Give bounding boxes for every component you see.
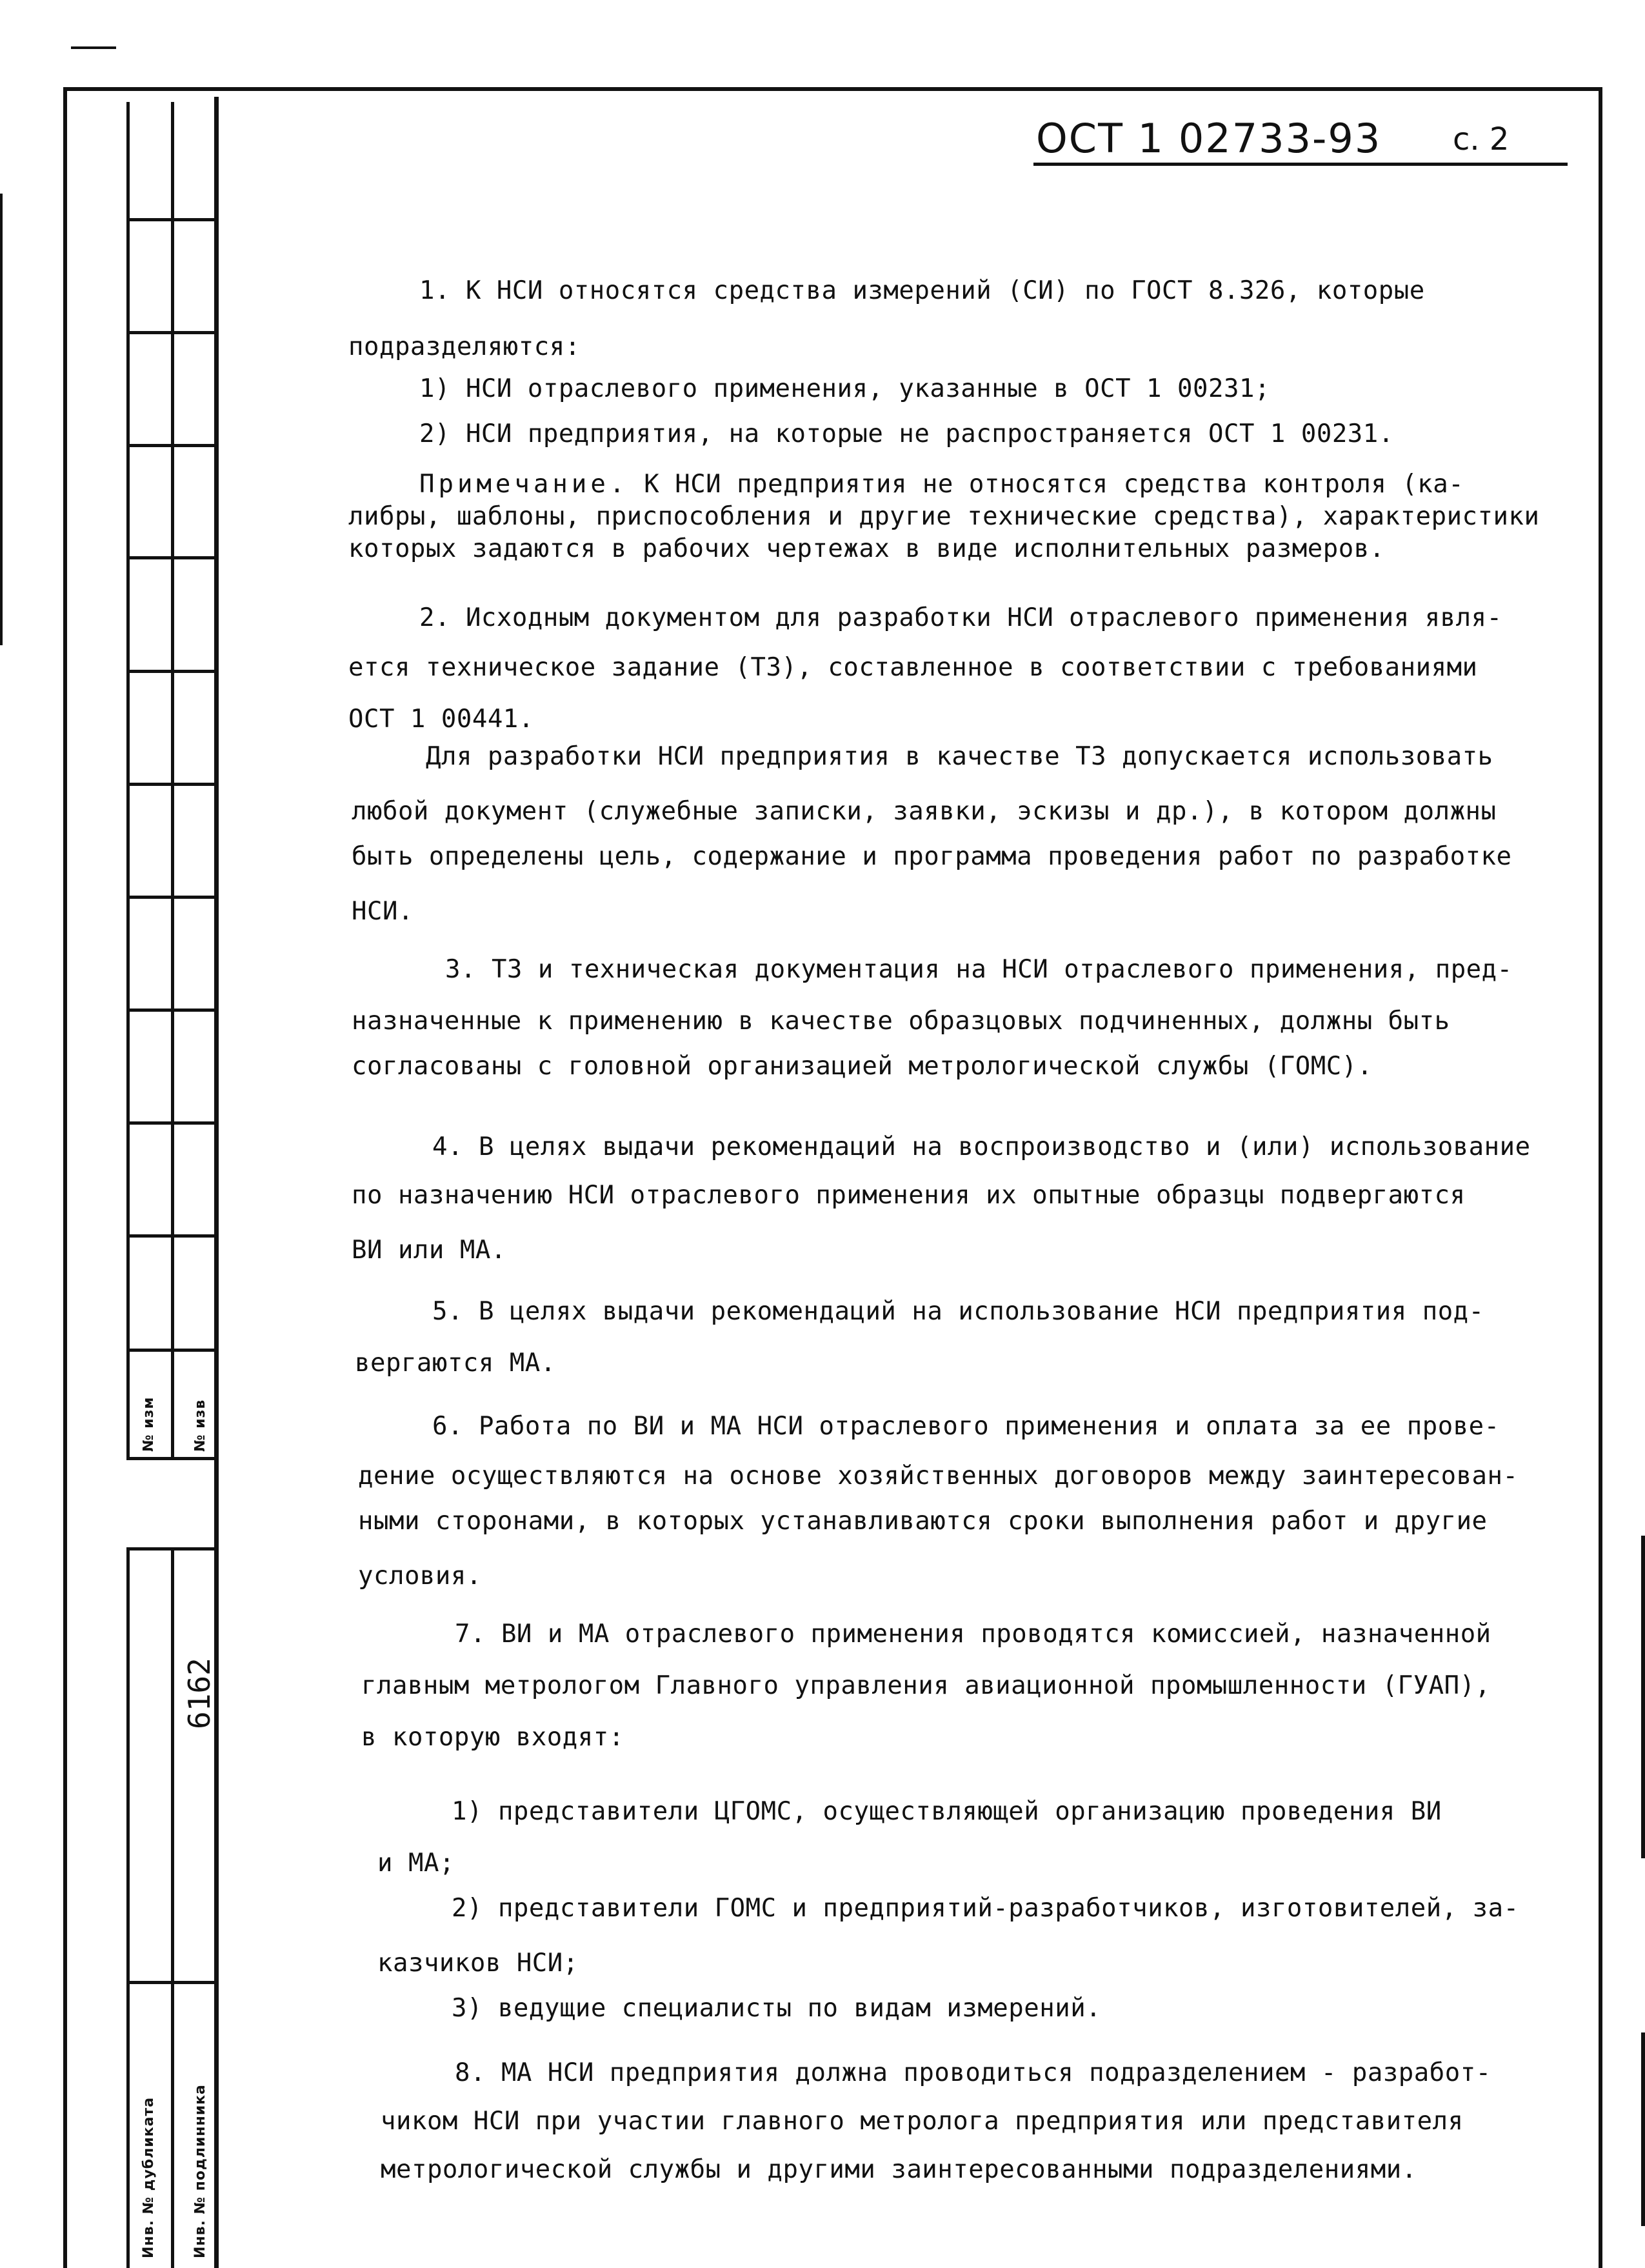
strip-divider [126,331,214,334]
frame-inner-border [214,97,219,2268]
label-izv: № изв [192,1399,208,1452]
p2b-line: быть определены цель, содержание и программа проведения работ по разработке [352,842,1512,871]
p8-line: метрологической службы и другими заинтересованными подразделениями. [381,2155,1417,2184]
strip-divider [126,670,214,673]
header-underline [1033,163,1568,166]
page-frame [63,87,1602,2268]
p7-item: казчиков НСИ; [377,1949,579,1978]
p7-item: 2) представители ГОМС и предприятий-разработчиков, изготовителей, за- [452,1894,1519,1923]
p6-line: 6. Работа по ВИ и МА НСИ отраслевого применения и оплата за ее прове- [432,1412,1500,1441]
strip-divider [126,896,214,899]
scan-edge-mark [0,194,3,645]
p1-item: 1) НСИ отраслевого применения, указанные в ОСТ 1 00231; [419,374,1270,403]
p8-line: 8. МА НСИ предприятия должна проводиться подразделением - разработ- [455,2058,1491,2087]
p5-line: 5. В целях выдачи рекомендаций на использование НСИ предприятия под- [432,1297,1484,1326]
p2b-line: НСИ. [352,897,414,926]
p2-line: 2. Исходным документом для разработки НСИ отраслевого применения явля- [419,603,1502,632]
p7-item: 3) ведущие специалисты по видам измерений. [452,1994,1102,2023]
strip-col-mid-upper [171,102,174,1459]
page-number: с. 2 [1453,121,1510,157]
strip-divider [126,556,214,559]
p2-line: ется техническое задание (ТЗ), составленное в соответствии с требованиями [348,653,1478,682]
label-inv-podlinnika: Инв. № подлинника [192,2084,208,2258]
p4-line: ВИ или МА. [352,1236,506,1265]
p4-line: 4. В целях выдачи рекомендаций на воспроизводство и (или) использование [432,1132,1531,1161]
p3-line: назначенные к применению в качестве образцовых подчиненных, должны быть [352,1007,1450,1036]
p5-line: вергаются МА. [355,1349,556,1378]
strip-divider [126,1981,214,1984]
note-text: К НСИ предприятия не относятся средства контроля (ка- [628,470,1464,499]
p3-line: 3. ТЗ и техническая документация на НСИ отраслевого применения, пред- [445,955,1513,984]
p7-item: 1) представители ЦГОМС, осуществляющей организацию проведения ВИ [452,1797,1442,1826]
note-line: либры, шаблоны, приспособления и другие технические средства), характеристики [348,502,1540,531]
strip-divider [126,1349,214,1352]
note-label: Примечание. [419,470,629,499]
p6-line: ными сторонами, в которых устанавливаются сроки выполнения работ и другие [358,1507,1488,1536]
strip-divider [126,1457,214,1460]
strip-divider [126,1234,214,1238]
p2b-line: любой документ (служебные записки, заявки, эскизы и др.), в котором должны [352,797,1497,826]
label-izm: № изм [141,1396,157,1452]
p7-line: в которую входят: [361,1723,624,1752]
p6-line: условия. [358,1561,482,1591]
strip-divider [126,218,214,221]
p1-line: 1. К НСИ относятся средства измерений (СИ) по ГОСТ 8.326, которые [419,276,1425,305]
strip-divider [126,783,214,786]
p1-line: подразделяются: [348,332,581,361]
p2b-line: Для разработки НСИ предприятия в качестве ТЗ допускается использовать [426,742,1493,771]
p8-line: чиком НСИ при участии главного метролога предприятия или представителя [381,2107,1464,2136]
strip-col-left-upper [126,102,130,1459]
strip-divider [126,1547,214,1550]
label-inv-dublikata: Инв. № дубликата [141,2096,157,2258]
p7-line: 7. ВИ и МА отраслевого применения проводятся комиссией, назначенной [455,1620,1491,1649]
scan-edge-mark [1641,1536,1645,1858]
p6-line: дение осуществляются на основе хозяйственных договоров между заинтересован- [358,1461,1519,1490]
scan-edge-mark [1641,2032,1645,2226]
p1-item: 2) НСИ предприятия, на которые не распространяется ОСТ 1 00231. [419,419,1394,448]
strip-divider [126,1009,214,1012]
document-code: ОСТ 1 02733-93 [1036,115,1382,162]
p3-line: согласованы с головной организацией метрологической службы (ГОМС). [352,1052,1373,1081]
note-line-1 [419,470,1464,499]
note-line: которых задаются в рабочих чертежах в виде исполнительных размеров. [348,534,1385,563]
strip-divider [126,1121,214,1125]
strip-col-mid-lower [171,1547,174,2268]
p7-line: главным метрологом Главного управления авиационной промышленности (ГУАП), [361,1671,1491,1700]
strip-divider [126,444,214,447]
scan-edge-mark [71,46,116,49]
p2-line: ОСТ 1 00441. [348,705,534,734]
strip-col-left-lower [126,1547,130,2268]
inventory-number: 6162 [182,1658,217,1729]
p7-item: и МА; [377,1849,455,1878]
p4-line: по назначению НСИ отраслевого применения их опытные образцы подвергаются [352,1181,1466,1210]
